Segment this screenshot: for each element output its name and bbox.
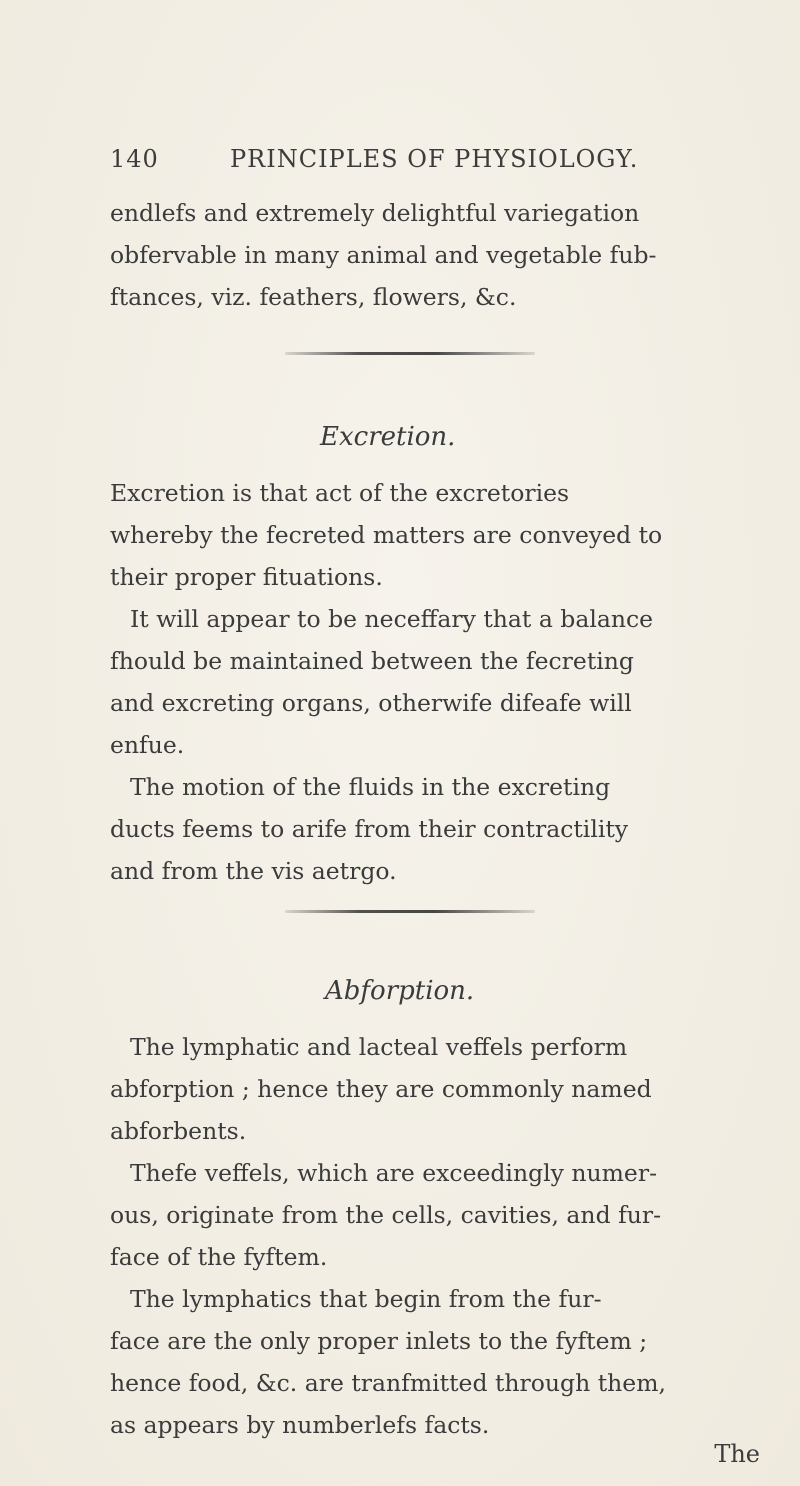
section-divider	[285, 352, 535, 355]
section-heading-absorption: Abforption.	[325, 976, 475, 1006]
text-line: abforption ; hence they are commonly named	[110, 1075, 652, 1103]
text-line: It will appear to be neceffary that a balance	[130, 605, 654, 633]
text-line: The lymphatics that begin from the fur-	[130, 1285, 602, 1313]
text-line: and from the vis aetrgo.	[110, 857, 397, 885]
text-line: abforbents.	[110, 1117, 247, 1145]
text-line: as appears by numberlefs facts.	[110, 1411, 490, 1439]
text-line: and excreting organs, otherwife difeafe will	[110, 689, 632, 717]
catchword: The	[714, 1440, 760, 1468]
text-line: Thefe veffels, which are exceedingly numer-	[130, 1159, 658, 1187]
section-divider	[285, 910, 535, 913]
text-line: ftances, viz. feathers, flowers, &c.	[110, 283, 517, 311]
text-line: fhould be maintained between the fecreting	[110, 647, 634, 675]
text-line: enfue.	[110, 731, 185, 759]
text-line: endlefs and extremely delightful variegation	[110, 199, 640, 227]
text-line: face of the fyftem.	[110, 1243, 328, 1271]
page-number: 140	[110, 145, 159, 173]
running-title: PRINCIPLES OF PHYSIOLOGY.	[230, 145, 639, 173]
text-line: obfervable in many animal and vegetable fub-	[110, 241, 657, 269]
text-line: ous, originate from the cells, cavities, and fur-	[110, 1201, 662, 1229]
text-line: whereby the fecreted matters are conveyed to	[110, 521, 663, 549]
text-line: The lymphatic and lacteal veffels perform	[130, 1033, 628, 1061]
section-heading-excretion: Excretion.	[320, 422, 456, 452]
text-line: face are the only proper inlets to the fyftem ;	[110, 1327, 648, 1355]
text-line: their proper fituations.	[110, 563, 383, 591]
text-line: ducts feems to arife from their contractility	[110, 815, 629, 843]
text-line: hence food, &c. are tranfmitted through them,	[110, 1369, 666, 1397]
text-line: Excretion is that act of the excretories	[110, 479, 570, 507]
text-line: The motion of the fluids in the excreting	[130, 773, 611, 801]
